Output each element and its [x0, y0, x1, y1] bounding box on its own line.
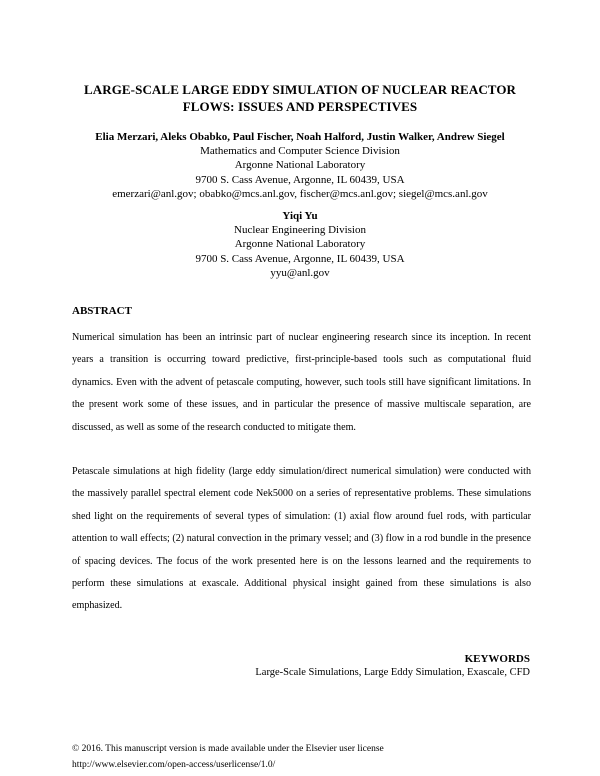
keywords-list: Large-Scale Simulations, Large Eddy Simulation, Exascale, CFD — [255, 667, 530, 678]
author-name: Yiqi Yu — [282, 210, 318, 222]
address: 9700 S. Cass Avenue, Argonne, IL 60439, USA — [195, 173, 405, 186]
abstract-paragraph-2: Petascale simulations at high fidelity (large eddy simulation/direct numerical simulation) were conducted with the massively parallel spectral element code Nek5000 on a series of representative problems. These simulations shed light on the requirements of several types of simulation: (1) axial flow around fuel rods, with particular attention to wall effects; (2) natural convection in the primary vessel; and (3) flow in a rod bundle in the presence of spacing devices. The focus of the work presented here is on the lessons learned and the requirements to perform these simulations at exascale. Additional physical insight gained from these simulations is also emphasized. — [72, 466, 531, 612]
lab-name: Argonne National Laboratory — [234, 159, 366, 172]
license-text: © 2016. This manuscript version is made available under the Elsevier user license — [72, 744, 384, 754]
address: 9700 S. Cass Avenue, Argonne, IL 60439, USA — [195, 252, 405, 265]
affiliation-block-2 — [40, 209, 560, 280]
lab-name: Argonne National Laboratory — [234, 238, 366, 251]
abstract-heading: ABSTRACT — [72, 305, 132, 317]
title-line-1: LARGE-SCALE LARGE EDDY SIMULATION OF NUCLEAR REACTOR — [83, 82, 517, 97]
division-name: Nuclear Engineering Division — [234, 224, 366, 237]
email: yyu@anl.gov — [270, 266, 330, 279]
division-name: Mathematics and Computer Science Division — [200, 145, 400, 158]
keywords-heading: KEYWORDS — [464, 653, 530, 665]
email-list: emerzari@anl.gov; obabko@mcs.anl.gov, fischer@mcs.anl.gov; siegel@mcs.anl.gov — [112, 187, 488, 200]
author-list: Elia Merzari, Aleks Obabko, Paul Fischer, Noah Halford, Justin Walker, Andrew Siegel — [95, 131, 505, 143]
affiliation-block-1 — [40, 130, 560, 201]
license-footer — [72, 741, 384, 773]
title-line-2: FLOWS: ISSUES AND PERSPECTIVES — [182, 99, 418, 114]
license-url[interactable]: http://www.elsevier.com/open-access/userlicense/1.0/ — [72, 760, 276, 770]
paper-title — [50, 81, 550, 115]
abstract-paragraph-1: Numerical simulation has been an intrinsic part of nuclear engineering research since its inception. In recent years a transition is occurring toward predictive, first-principle-based tools such as computational fluid dynamics. Even with the advent of petascale computing, however, such tools still have significant limitations. In the present work some of these issues, and in particular the presence of massive multiscale separation, are discussed, as well as some of the research conducted to mitigate them. — [72, 332, 531, 433]
